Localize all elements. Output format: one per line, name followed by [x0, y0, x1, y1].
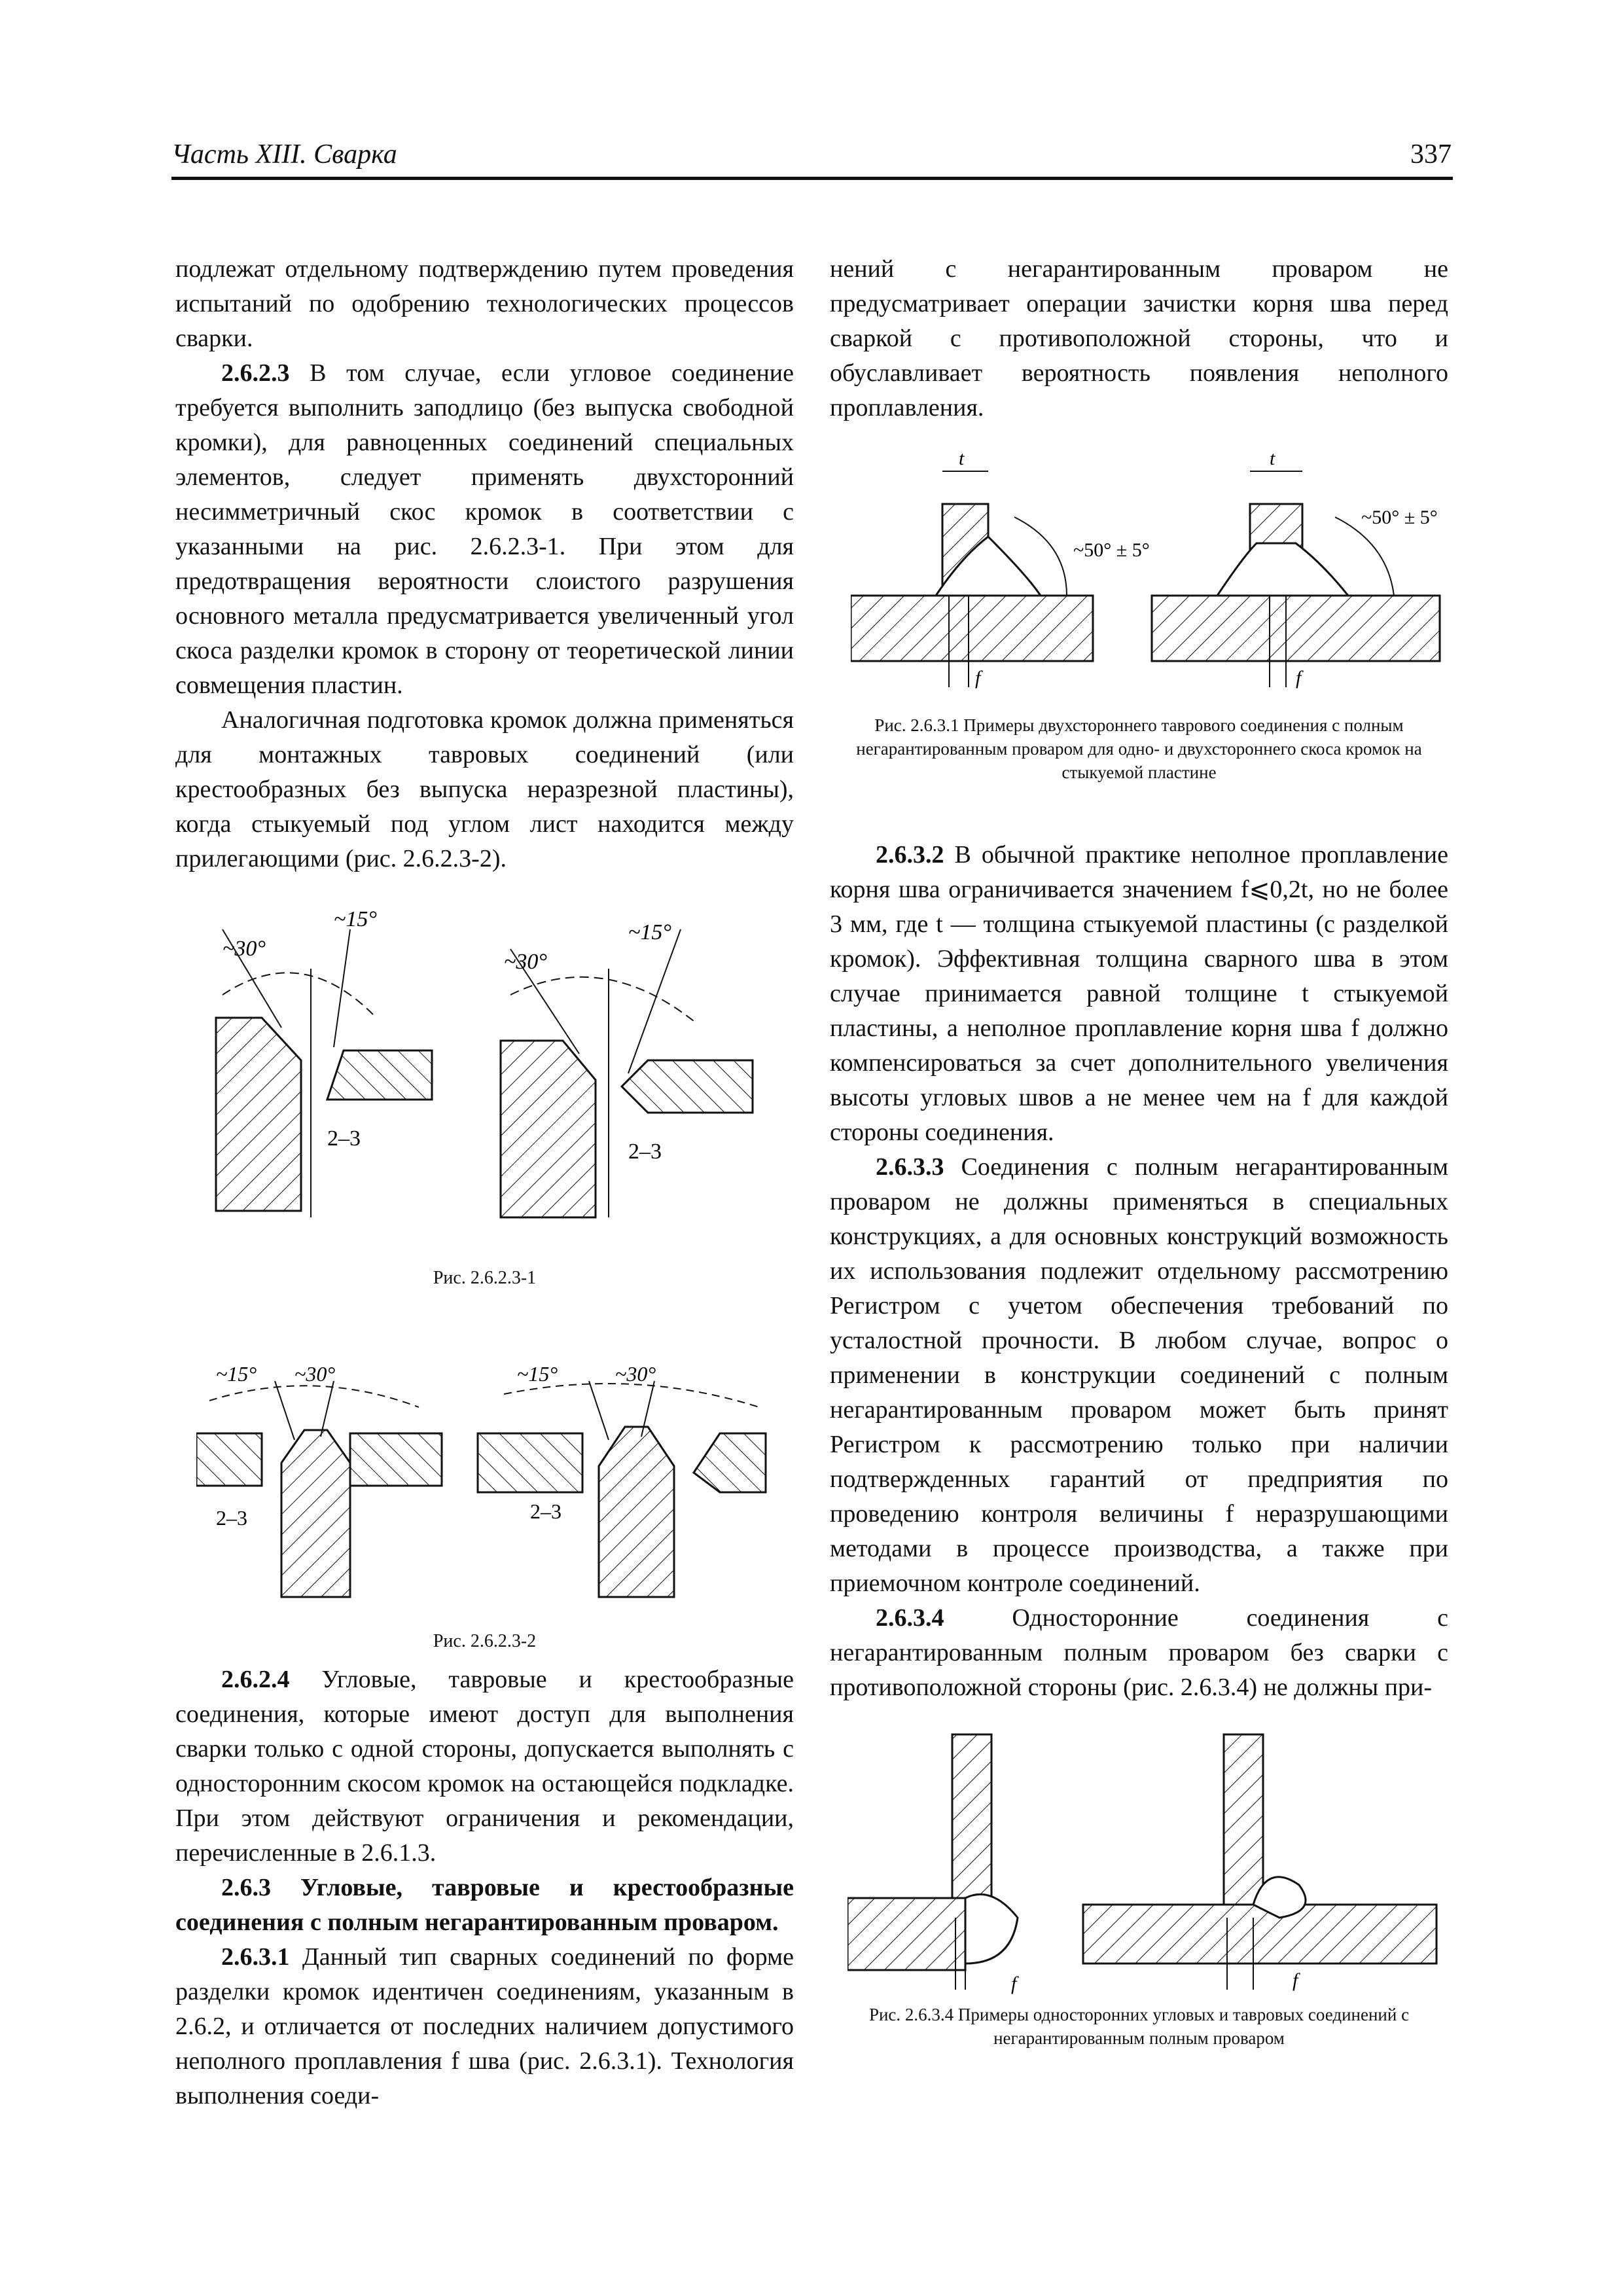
paragraph-2-6-3-2 — [830, 838, 1448, 1150]
paragraph-2-6-2-3 — [175, 356, 794, 703]
web-plate — [952, 1734, 991, 1898]
base-plate — [851, 596, 1093, 661]
web-plate — [1224, 1734, 1263, 1905]
angle-label-15: ~15° — [216, 1362, 257, 1386]
gap-label: 2–3 — [628, 1139, 662, 1164]
clause-number: 2.6.3.1 — [221, 1943, 290, 1971]
figure-2-6-3-1 — [851, 445, 1453, 694]
header-rule — [171, 177, 1453, 180]
penetration-label: f — [1296, 667, 1302, 689]
section-heading-2-6-3: 2.6.3 Угловые, тавровые и крестообразные соединения с полным негарантированным проваром. — [175, 1874, 794, 1936]
angle-label-30: ~30° — [504, 950, 547, 974]
angle-label-30: ~30° — [223, 937, 266, 961]
clause-text: В обычной практике неполное проплавление корня шва ограничивается значением f⩽0,2t, но не более 3 мм, где t — толщина стыкуемой пластины (с разделкой кромок). Эффективная толщина сварного шва в этом случае принимается равной толщине t стыкуемой пластины, а неполное проплавление корня шва f должно компенсироваться за счет дополнительного увеличения высоты угловых швов a не менее чем на f для каждой стороны соединения. — [830, 841, 1448, 1146]
figure-caption: Рис. 2.6.2.3-2 — [433, 1631, 537, 1651]
figure-caption: Рис. 2.6.3.1 Примеры двухстороннего таврового соединения с полным негарантированным проваром для одно- и двухстороннего скоса кромок на стыкуемой пластине — [856, 715, 1422, 782]
gap-label: 2–3 — [327, 1126, 361, 1151]
paragraph: подлежат отдельному подтверждению путем проведения испытаний по одобрению технологических процессов сварки. — [175, 255, 794, 352]
angle-label-50: ~50° ± 5° — [1073, 539, 1150, 561]
page-number: 337 — [1410, 139, 1452, 170]
clause-text: Соединения с полным негарантированным проваром не должны применяться в специальных конструкциях, а для основных конструкций возможность их использования подлежит отдельному рассмотрению Регистром с учетом обеспечения требований по усталостной прочности. В любом случае, вопрос о применении в конструкции соединений с полным негарантированным проваром может быть принят Регистром к рассмотрению только при наличии подтвержденных гарантий от предприятия по проведению контроля величины f неразрушающими методами в процессе производства, а также при приемочном контроле соединений. — [830, 1153, 1448, 1597]
angle-label-30: ~30° — [615, 1362, 656, 1386]
plate-vertical — [281, 1430, 350, 1597]
gap-label: 2–3 — [530, 1499, 562, 1523]
left-column-lower — [175, 1662, 794, 2113]
figure-caption: Рис. 2.6.2.3-1 — [433, 1268, 537, 1288]
angle-label-15: ~15° — [628, 920, 671, 944]
penetration-label: f — [1011, 1973, 1017, 1994]
angle-label-15: ~15° — [334, 907, 377, 931]
clause-number: 2.6.2.3 — [221, 359, 290, 387]
angle-label-50: ~50° ± 5° — [1361, 507, 1438, 528]
clause-text: Односторонние соединения с негарантированным полным проваром без сварки с противоположной стороны (рис. 2.6.3.4) не должны при- — [830, 1604, 1448, 1701]
figure-2-6-2-3-1 — [196, 890, 772, 1244]
base-plate — [1152, 596, 1440, 661]
paragraph-2-6-3-4 — [830, 1601, 1448, 1705]
plate-vertical — [599, 1427, 674, 1597]
clause-text: Угловые, тавровые и крестообразные соединения, которые имеют доступ для выполнения сварки только с одной стороны, допускается выполнять с односторонним скосом кромок на остающейся подкладке. При этом действуют ограничения и рекомендации, перечисленные в 2.6.1.3. — [175, 1666, 794, 1867]
thickness-label: t — [1270, 448, 1275, 469]
plate-vertical — [216, 1018, 301, 1211]
thickness-label: t — [959, 448, 965, 469]
figure-2-6-3-4 — [847, 1721, 1450, 1996]
base-plate — [847, 1898, 965, 1970]
plate-vertical — [501, 1041, 596, 1217]
weld-bead — [1217, 543, 1348, 596]
penetration-label: f — [975, 667, 981, 689]
running-header-section: Часть XIII. Сварка — [171, 139, 397, 170]
clause-number: 2.6.2.4 — [221, 1666, 290, 1693]
clause-number: 2.6.3.4 — [876, 1604, 944, 1632]
paragraph-2-6-2-4 — [175, 1662, 794, 1871]
plate-horizontal — [622, 1060, 753, 1113]
weld-bead — [965, 1894, 1018, 1964]
angle-label-15: ~15° — [517, 1362, 558, 1386]
penetration-label: f — [1293, 1969, 1298, 1991]
gap-label: 2–3 — [216, 1506, 247, 1530]
paragraph-2-6-3-3 — [830, 1150, 1448, 1601]
base-plate — [1083, 1905, 1436, 1964]
plate-horizontal — [327, 1050, 432, 1100]
paragraph: Аналогичная подготовка кромок должна применяться для монтажных тавровых соединений (или крестообразных без выпуска неразрезной пластины), когда стыкуемый под углом лист находится между прилегающими (рис. 2.6.2.3-2). — [175, 706, 794, 872]
clause-number: 2.6.3.2 — [876, 841, 944, 869]
right-column-lower — [830, 838, 1448, 1705]
right-column — [830, 252, 1448, 425]
left-column — [175, 252, 794, 876]
clause-text: В том случае, если угловое соединение требуется выполнить заподлицо (без выпуска свободной кромки), для равноценных соединений специальных элементов, следует применять двухсторонний несимметричный скос кромок в соответствии с указанными на рис. 2.6.2.3-1. При этом для предотвращения вероятности слоистого разрушения основного металла предусматривается увеличенный угол скоса разделки кромок в сторону от теоретической линии совмещения пластин. — [175, 359, 794, 699]
figure-caption: Рис. 2.6.3.4 Примеры односторонних угловых и тавровых соединений с негарантированным полным проваром — [868, 2005, 1410, 2048]
angle-label-30: ~30° — [294, 1362, 336, 1386]
clause-number: 2.6.3.3 — [876, 1153, 944, 1181]
clause-text: Данный тип сварных соединений по форме разделки кромок идентичен соединениям, указанным в 2.6.2, и отличается от последних наличием допустимого неполного проплавления f шва (рис. 2.6.3.1). Технология выполнения соеди- — [175, 1943, 794, 2109]
paragraph: нений с негарантированным проваром не предусматривает операции зачистки корня шва перед сваркой с противоположной стороны, что и обуславливает вероятность появления неполного проплавления. — [830, 255, 1448, 422]
figure-2-6-2-3-2 — [196, 1355, 772, 1617]
paragraph-2-6-3-1 — [175, 1940, 794, 2113]
